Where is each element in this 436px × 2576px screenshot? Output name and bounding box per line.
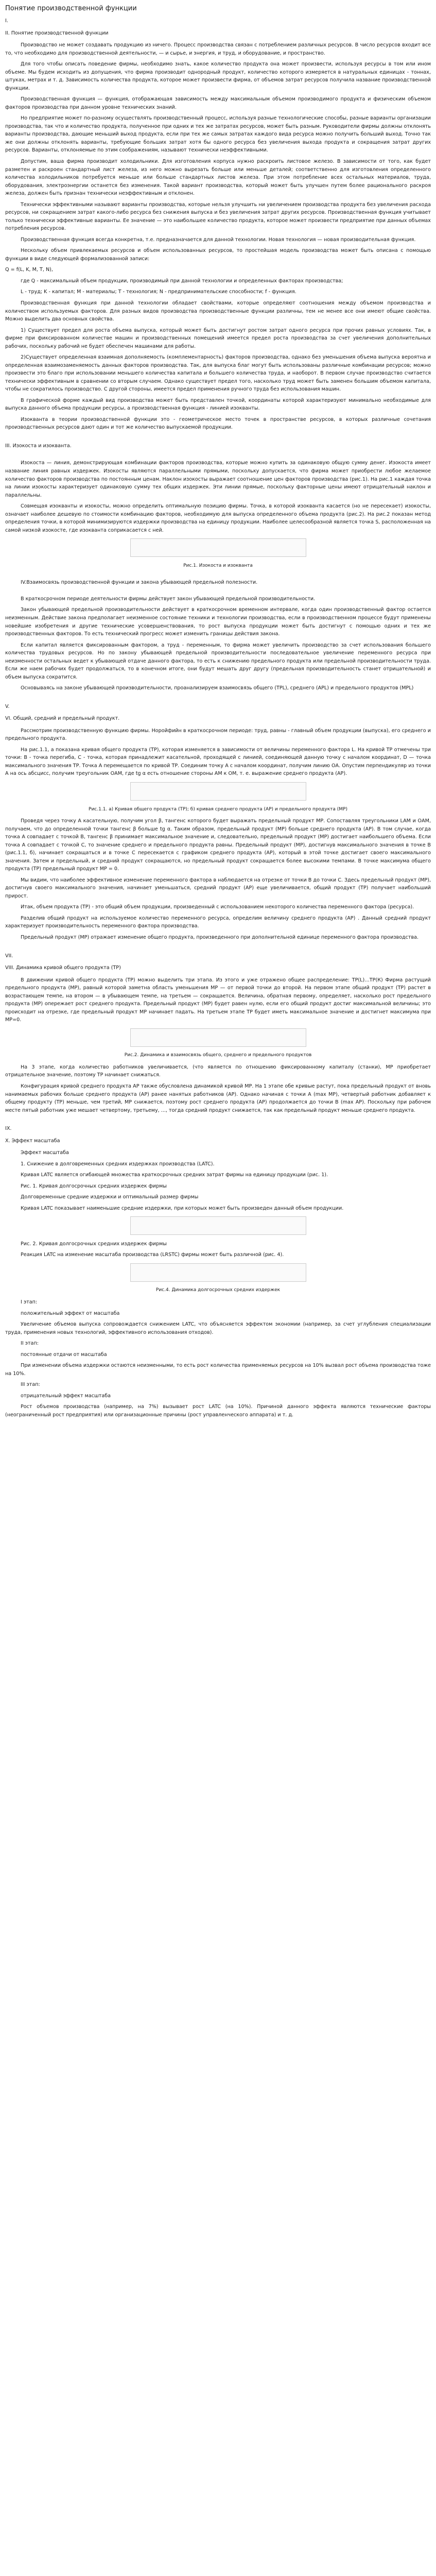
document-body [5,17,431,1419]
section-heading: V. [5,703,10,709]
paragraph: Производственная функция — функция, отображающая зависимость между максимальным объемом производимого продукта и физическим объемом факторов производства при данном уровне технических знаний. [5,96,431,110]
spacer [5,454,431,459]
spacer [5,945,431,950]
figure-image [130,1263,306,1282]
paragraph: постоянные отдачи от масштаба [21,1351,107,1358]
paragraph: В графической форме каждый вид производства может быть представлен точкой, координаты которой характеризуют минимально необходимые для выпуска данного объема продукции ресурсы, а производственная функция - линией изокванты. [5,397,431,412]
paragraph: Нескольку объем привлекаемых ресурсов и объем использованных ресурсов, то простейшая модель производства может быть описана с помощью функции в виде следующей формализованной записи: [5,248,431,262]
section-heading: II. Понятие производственной функции [5,30,109,36]
spacer [5,696,431,701]
paragraph: III этап: [21,1382,40,1388]
paragraph: Мы видим, что наиболее эффективное изменение переменного фактора в наблюдается на отрезке от точки В до точки С. Здесь предельный продукт (МР), достигнув своего максимального значения, начинает уменьшаться, средний продукт (АР) еще увеличивается, общий продукт (ТР) получает наибольший прирост. [5,877,431,899]
section-heading: VII. [5,953,13,959]
section-heading: III. Изокоста и изокванта. [5,443,72,449]
paragraph: Проведя через точку А касательную, получим угол β, тангенс которого будет выражать предельный продукт МР. Сопоставляя треугольники LAM и ОАМ, получаем, что до определенной точки тангенс β больше tg α. Таким образом, предельный продукт (МР) больше среднего продукта (АР). В том случае, когда точка А совпадает с точкой В, тангенс β принимает максимальное значение и, следовательно, предельный продукт (МР) достигает наибольшего объема. Если точка А совпадает с точкой С, то значение среднего и предельного продукта равны. Предельный продукт (МР), достигнув максимального значения в точке В (рис.1.1, б), начинает сокращаться и в точке С пересекается с графиком среднего продукта (АР), который в этой точке достигает своего максимального значения. Затем и предельный, и средний продукт сокращаются, но предельный продукт сокращается более высокими темпами. В точке максимума общего продукта (ТР) предельный продукт МР = 0. [5,818,431,872]
paragraph: В движении кривой общего продукта (TP) можно выделить три этапа. Из этого и уже отражено общее распределение: ТР(L)…ТР(К) Фирма растущий предельного продукта (МР), равный которой заметна область уменьшения МР — от первой точки до второй. На первом этапе общий продукт (TP) растет в возрастающем темпе, на втором — в убывающем темпе, на третьем — сокращается. Величина, обратная первому, определяет, насколько рост предельного продукта (МР) опережает рост среднего продукта. Предельный продукт (МР) будет равен нулю, если его общий продукт достиг максимальной величины; это происходит на отрезке, где предельный продукт МР начинает падать. На третьем этапе ТР будет иметь максимальное значение и достигнет максимума при МР=0. [5,977,431,1023]
formula: Q = f(L, K, M, T, N), [5,267,53,273]
section-heading: VI. Общий, средний и предельный продукт. [5,716,120,722]
figure-image [130,1216,306,1235]
paragraph: IV.Взаимосвязь производственной функции и закона убывающей предельной полезности. [21,580,258,586]
paragraph: Кривая LATC показывает наименьшие средние издержки, при которых может быть произведен данный объем продукции. [21,1205,344,1211]
paragraph: где Q - максимальный объем продукции, производимый при данной технологии и определенных факторах производства; [21,278,343,284]
paragraph: L - труд; K - капитал; M - материалы; T - технология; N - предпринимательские способности; f - функция. [21,289,297,295]
page-title: Понятие производственной функции [5,5,137,12]
paragraph: Допустим, ваша фирма производит холодильники. Для изготовления корпуса нужно раскроить листовое железо. В зависимости от того, как будет разметен и раскроен стандартный лист железа, из него можно вырезать больше или меньше деталей; соответственно для изготовления определенного количества холодильников потребуется меньше или больше стандартных листов железа. При этом потребление всех остальных материалов, труда, оборудования, электроэнергии останется без изменения. Такой вариант производства, который может быть улучшен путем более рационального раскроя железа, должен быть признан технически неэффективным и отклонен. [5,159,431,197]
paragraph: Совмещая изокванты и изокосты, можно определить оптимальную позицию фирмы. Точка, в которой изокванта касается (но не пересекает) изокосты, означает наиболее дешевую по стоимости комбинацию факторов, необходимую для выпуска определенного объема продукта (рис.2). На рис.2 показан метод определения точки, в которой минимизируются издержки производства на единицу продукции. Наиболее целесообразной является точка S, расположенная на самой низкой изокосте, где изокванта соприкасается с ней. [5,503,431,533]
figure-placeholder [5,1263,431,1285]
figure-placeholder [5,782,431,804]
paragraph: I этап: [21,1299,38,1306]
paragraph: Реакция LATC на изменение масштаба производства (LRSTC) фирмы может быть различной (рис. 4). [21,1252,284,1258]
section-heading: IX. [5,1126,12,1132]
figure-placeholder [5,1216,431,1238]
paragraph: На 3 этапе, когда количество работников увеличивается, (что является по отношению фиксированному капиталу (станки), МР приобретает отрицательное значение, поэтому ТР начинает снижаться. [5,1064,431,1078]
paragraph: При изменении объема издержки остаются неизменными, то есть рост количества применяемых ресурсов на 10% вызвал рост объема производства тоже на 10%. [5,1363,431,1377]
paragraph: отрицательный эффект масштаба [21,1393,111,1399]
paragraph: Рис. 2. Кривая долгосрочных средних издержек фирмы [21,1241,167,1247]
paragraph: Производство не может создавать продукцию из ничего. Процесс производства связан с потреблением различных ресурсов. В число ресурсов входит все то, что необходимо для производственной деятельности, — и сырье, и энергия, и труд, и оборудование, и пространство. [5,42,431,56]
paragraph: Кривая LATC является огибающей множества краткосрочных средних затрат фирмы на единицу продукции (рис. 1). [21,1172,328,1178]
spacer [5,590,431,595]
paragraph: Увеличение объемов выпуска сопровождается снижением LATC, что объясняется эффектом экономии (например, за счет углубления специализации труда, применения новых технологий, эффективного использования отходов). [5,1321,431,1335]
paragraph: Но предприятие может по-разному осуществлять производственный процесс, используя разные технологические способы, разные варианты организации производства, так что и количество продукта, полученное при одних и тех же затратах ресурсов, может быть разным. Руководители фирмы должны отклонять варианты производства, дающие меньший выход продукта, если при тех же самых затратах каждого вида ресурса можно получить больший выход. Точно так же они должны отклонять варианты, требующие больших затрат хотя бы одного ресурса без увеличения выхода продукта и сокращения затрат других ресурсов. Варианты, отклоняемые по этим соображениям, называют технически неэффективными. [5,115,431,154]
paragraph: Производственная функция всегда конкретна, т.е. предназначается для данной технологии. Новая технология — новая производительная функция. [21,236,416,243]
paragraph: Конфигурация кривой среднего продукта AP также обусловлена динамикой кривой МР. На 1 этапе обе кривые растут, пока предельный продукт от вновь нанимаемых рабочих больше среднего продукта (AP) ранее нанятых работников (AP). Однако начиная с точки А (max MP), четвертый работник добавляет к общему продукту (ТР) меньше, чем третий, МР снижается, поэтому рост среднего продукта (AP) продолжается до точки B (max AP). Поскольку при рабочем месте пятый работник уже мешает четвертому, третьему, ..., тогда средний продукт снижается, так как предельный продукт меньше среднего продукта. [5,1083,431,1113]
section-heading: X. Эффект масштаба [5,1138,60,1144]
figure-caption: Рис.4. Динамика долгосрочных средних издержек [155,1287,281,1293]
paragraph: Рост объемов производства (например, на 7%) вызывает рост LATC (на 10%). Причиной данного эффекта являются технические факторы (неограниченный рост предприятия) или организационные причины (рост управленческого аппарата) и т. д. [5,1404,431,1418]
figure-placeholder [5,538,431,560]
paragraph: Технически эффективными называют варианты производства, которые нельзя улучшить ни увеличением производства продукта без увеличения расхода ресурсов, ни сокращением затрат какого-либо ресурса без снижения выпуска и без увеличения затрат других ресурсов. Производственная функция учитывает только технически эффективные варианты. Ее значение — это наибольшее количество продукта, которое может произвести предприятие при данных объемах потребления ресурсов. [5,201,431,232]
spacer [5,435,431,440]
spacer [5,573,431,579]
paragraph: Изокоста — линия, демонстрирующая комбинации факторов производства, которые можно купить за одинаковую общую сумму денег. Изокоста имеет название линия равных издержек. Изокосты являются параллельными прямыми, поскольку допускается, что фирма может приобрести любое желаемое количество факторов производства по постоянным ценам. Наклон изокосты выражает соотношение цен факторов производства (рис.1). На рис.1 каждая точка на линии изокосты характеризует одинаковую сумму тех общих издержек. Эти линии прямые, поскольку факторные цены имеют отрицательный наклон и параллельны. [5,460,431,498]
paragraph: Предельный продукт (MP) отражает изменение общего продукта, произведенного при дополнительной единице переменного фактора производства. [21,935,419,941]
figure-image [130,782,306,801]
section-heading: I. [5,18,8,24]
paragraph: Изокванта в теории производственной функции это - геометрическое место точек в пространстве ресурсов, в которых различные сочетания производственных ресурсов дают один и тот же количество выпускаемой продукции. [5,416,431,431]
figure-image [130,1028,306,1047]
paragraph: Если капитал является фиксированным фактором, а труд - переменным, то фирма может увеличить производство за счет использования большего количества трудовых ресурсов. Но по закону убывающей предельной производительности последовательное увеличение переменного ресурса при неизменности остальных ведет к убывающей отдаче данного фактора, то есть к снижению предельного продукта или предельной производительности труда. Если же наем рабочих будет продолжаться, то в конечном итоге, они будут мешать друг другу (предельная производительность станет отрицательной) и объем выпуска сократится. [5,642,431,680]
paragraph: Долговременные средние издержки и оптимальный размер фирмы [21,1194,199,1200]
figure-caption: Рис.2. Динамика и взаимосвязь общего, среднего и предельного продуктов [124,1053,312,1058]
figure-caption: Рис.1. Изокоста и изокванта [183,563,253,568]
paragraph: В краткосрочном периоде деятельности фирмы действует закон убывающей предельной производительности. [21,596,316,602]
paragraph: Эффект масштаба [21,1150,69,1156]
paragraph: положительный эффект от масштаба [21,1310,120,1316]
figure-placeholder [5,1028,431,1050]
paragraph: 1) Существует предел для роста объема выпуска, который может быть достигнут ростом затрат одного ресурса при прочих равных условиях. Так, в фирме при фиксированном количестве машин и производственных помещений имеется предел роста производства за счет увеличения дополнительных рабочих, поскольку рабочий не будет обеспечен машинами для работы. [5,327,431,349]
section-heading: VIII. Динамика кривой общего продукта (TP) [5,965,121,971]
paragraph: II этап: [21,1341,39,1347]
spacer [5,1117,431,1123]
paragraph: Разделив общий продукт на используемое количество переменного ресурса, определим величину среднего продукта (AP) . Данный средний продукт характеризует производительность переменного фактора производства. [5,915,431,929]
paragraph: Итак, объем продукта (TP) - это общий объем продукции, произведенный с использованием некоторого количества переменного фактора (ресурса). [21,904,414,910]
paragraph: Основываясь на законе убывающей производительности, проанализируем взаимосвязь общего (ТРL), среднего (АРL) и предельного продуктов (MPL) [21,685,414,691]
paragraph: 2)Существует определенная взаимная дополняемость (комплементарность) факторов производства, однако без уменьшения объема выпуска вероятна и определенная взаимозаменяемость данных факторов производства. Так, для выпуска благ могут быть использованы различные комбинации ресурсов; можно произвести это благо при использовании меньшего количества капитала и большего количества труда, и наоборот. В первом случае производство считается технически эффективным в сравнении со вторым случаем. Однако существует предел того, насколько труд может быть заменен большим объемом капитала, чтобы не сократилось производство. С другой стороны, имеется предел применения ручного труда без использования машин. [5,354,431,393]
paragraph: Для того чтобы описать поведение фирмы, необходимо знать, какое количество продукта она может произвести, используя ресурсы в том или ином объеме. Мы будем исходить из допущения, что фирма производит однородный продукт, количество которого измеряется в натуральных единицах - тоннах, штуках, метрах и т. д. Зависимость количества продукта, которое может произвести фирма, от объемов затрат ресурсов получила название производственной функции. [5,61,431,91]
figure-image [130,538,306,557]
paragraph: Производственная функция при данной технологии обладает свойствами, которые определяют соотношения между объемом производства и количеством используемых факторов. Для разных видов производства производственные функции различны, тем не менее все они имеют общие свойства. Можно выделить два основных свойства. [5,300,431,323]
paragraph: Рассмотрим производственную функцию фирмы. Норойфийн в краткосрочном периоде: труд, равны - главный объем продукции (выпуска), его среднего и предельного продукта. [5,727,431,742]
paragraph: 1. Снижение в долговременных средних издержках производства (LATC). [21,1161,215,1167]
paragraph: На рис.1.1, а показана кривая общего продукта (ТР), которая изменяется в зависимости от величины переменного фактора L. На кривой ТР отмечены три точки: В - точка перегиба, С - точка, которая принадлежит касательной, проходящей с линией, соединяющей данную точку с началом координат, D — точка максимального значения ТР. Точка А перемещается по кривой ТР. Соединим точку А с началом координат, получим линию ОА. Опустим перпендикуляр из точки А на ось абсцисс, получим треугольник ОАМ, где tg α есть отношение стороны АМ к ОМ, т. е. выражение среднего продукта (АР). [5,747,431,777]
figure-caption: Рис.1.1. а) Кривая общего продукта (ТР); б) кривая среднего продукта (АР) и предельного продукта (MP) [89,806,347,812]
paragraph: Рис. 1. Кривая долгосрочных средних издержек фирмы [21,1183,167,1189]
paragraph: Закон убывающей предельной производительности действует в краткосрочном временном интервале, когда один производственный фактор остается неизменным. Действие закона предполагает неизменное состояние техники и технологии производства, если в производственном процессе будут применены новейшие изобретения и другие технические усовершенствования, то рост выпуска продукции может быть достигнут с помощью одних и тех же производственных факторов. То есть технический прогресс может изменить границы действия закона. [5,607,431,637]
